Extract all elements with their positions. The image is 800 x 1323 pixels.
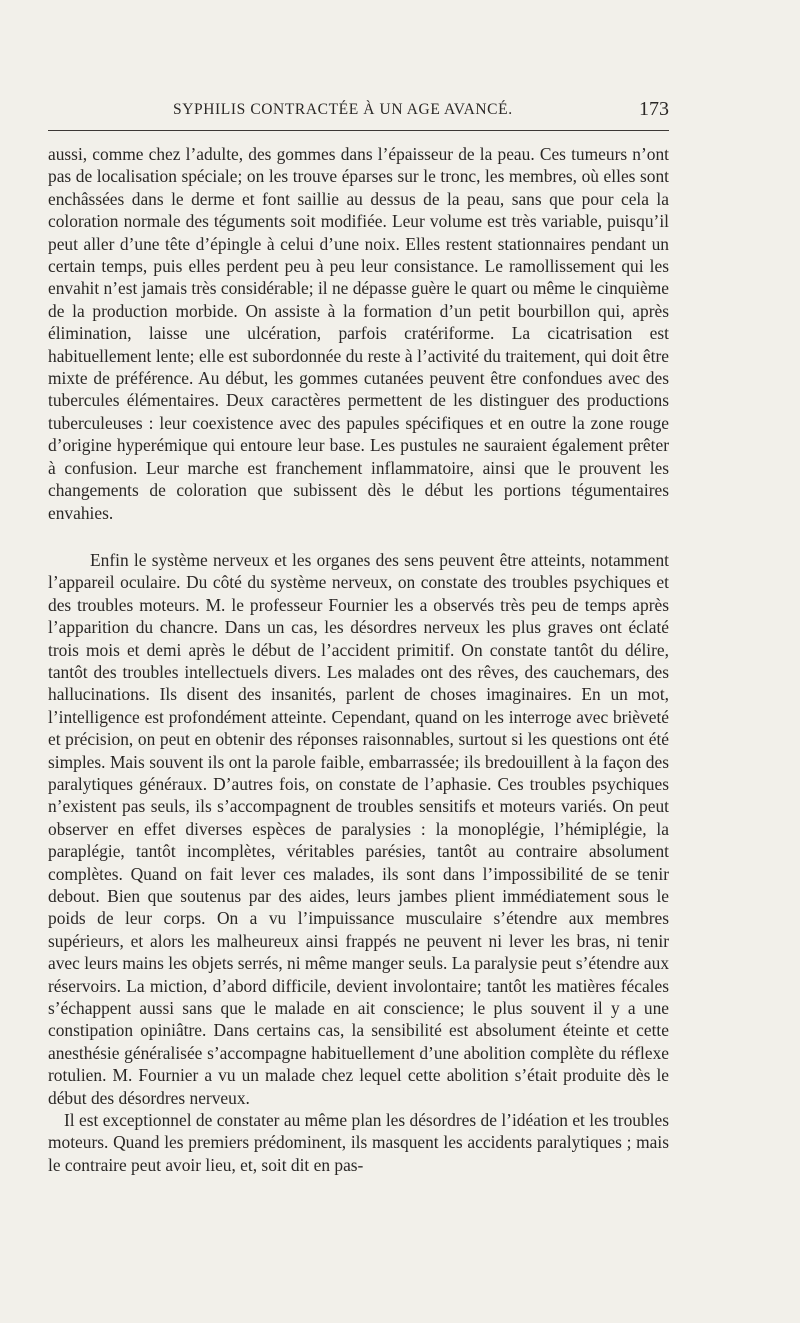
paragraph-systeme-nerveux: Enfin le système nerveux et les organes des sens peuvent être atteints, notamment l’appareil oculaire. Du côté du système nerveux, on constate des troubles psychiques et des troubles moteurs. M. le professeur Fournier les a observés très peu de temps après l’apparition du chancre. Dans un cas, les désordres nerveux les plus graves ont éclaté trois mois et demi après le début de l’accident primitif. On constate tantôt du délire, tantôt des troubles intellectuels divers. Les malades ont des rêves, des cauchemars, des hallucinations. Ils disent des insanités, parlent de choses imaginaires. En un mot, l’intelligence est profondément atteinte. Cependant, quand on les interroge avec brièveté et précision, on peut en obtenir des réponses raisonnables, surtout si les questions ont été simples. Mais souvent ils ont la parole faible, embarrassée; ils bredouillent à la façon des paralytiques généraux. D’autres fois, on constate de l’aphasie. Ces troubles psychiques n’existent pas seuls, ils s’accompagnent de troubles sensitifs et moteurs variés. On peut observer en effet diverses espèces de paralysies : la monoplégie, l’hémiplégie, la paraplégie, tantôt incomplètes, véritables parésies, tantôt au contraire absolument complètes. Quand on fait lever ces malades, ils sont dans l’impossibilité de se tenir debout. Bien que soutenus par des aides, leurs jambes plient immédiatement sous le poids de leur corps. On a vu l’impuissance musculaire s’étendre aux membres supérieurs, et alors les malheureux ainsi frappés ne peuvent ni lever les bras, ni tenir avec leurs mains les objets serrés, ni même manger seuls. La paralysie peut s’étendre aux réservoirs. La miction, d’abord difficile, devient involontaire; tantôt les matières fécales s’échappent aussi sans que le malade en ait conscience; le plus souvent il y a une constipation opiniâtre. Dans certains cas, la sensibilité est absolument éteinte et cette anesthésie généralisée s’accompagne habituellement d’une abolition complète du réflexe rotulien. M. Fournier a vu un malade chez lequel cette abolition s’était produite dès le début des désordres nerveux. (48, 549, 670, 1108)
body-text (48, 143, 669, 1176)
page-header (48, 98, 669, 122)
paragraph-ideation: Il est exceptionnel de constater au même plan les désordres de l’idéation et les troubles moteurs. Quand les premiers prédominent, ils masquent les accidents paralytiques ; mais le contraire peut avoir lieu, et, soit dit en pas- (48, 1110, 669, 1175)
paragraph-gommes-cutanees: aussi, comme chez l’adulte, des gommes dans l’épaisseur de la peau. Ces tumeurs n’ont pas de localisation spéciale; on les trouve éparses sur le tronc, les membres, où elles sont enchâssées dans le derme et font saillie au dessus de la peau, sans que pour cela la coloration normale des téguments soit modifiée. Leur volume est très variable, puisqu’il peut aller d’une tête d’épingle à celui d’une noix. Elles restent stationnaires pendant un certain temps, puis elles perdent peu à peu leur consistance. Le ramollissement qui les envahit n’est jamais très considérable; il ne dépasse guère le quart ou même le cinquième de la production morbide. On assiste à la formation d’un petit bourbillon qui, après élimination, laisse une ulcération, parfois cratériforme. La cicatrisation est habituellement lente; elle est subordonnée du reste à l’activité du traitement, qui doit être mixte de préférence. Au début, les gommes cutanées peuvent être confondues avec des tubercules élémentaires. Deux caractères permettent de les distinguer des productions tuberculeuses : leur coexistence avec des papules spécifiques et en outre la zone rouge d’origine hyperémique qui entoure leur base. Les pustules ne sauraient également prêter à confusion. Leur marche est franchement inflammatoire, ainsi que le prouvent les changements de coloration que subissent dès le début les portions tégumentaires envahies. (48, 144, 670, 523)
header-rule (48, 130, 669, 131)
running-title: SYPHILIS CONTRACTÉE À UN AGE AVANCÉ. (173, 101, 513, 118)
page-number: 173 (639, 98, 669, 120)
